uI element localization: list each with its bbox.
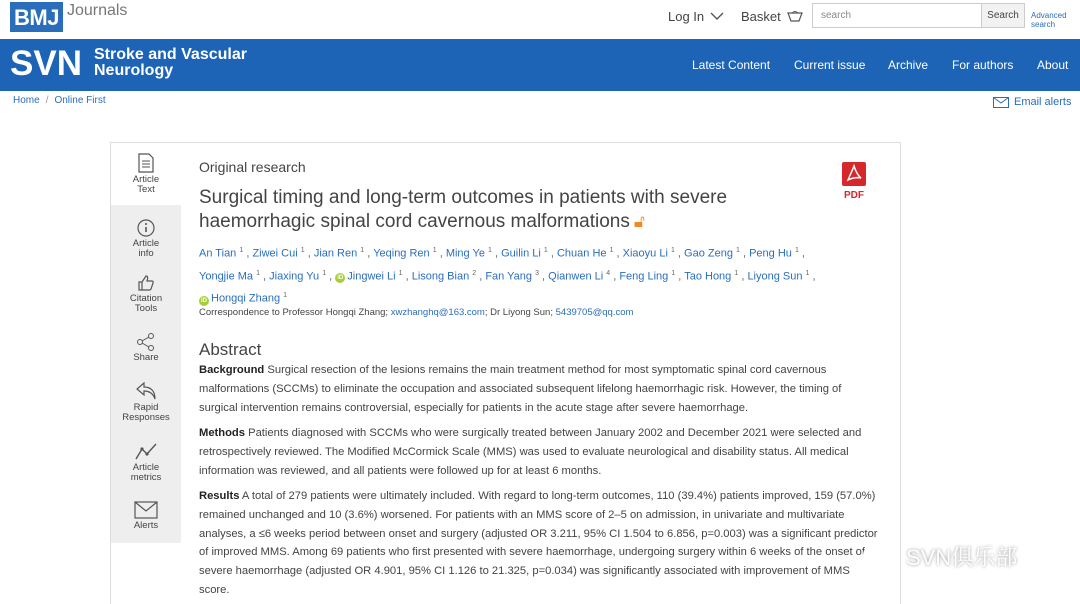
- envelope-icon: [134, 501, 158, 519]
- sidebar-item-article-info[interactable]: [111, 219, 181, 259]
- pdf-icon: [841, 161, 867, 187]
- background-label: Background: [199, 364, 265, 376]
- thumbs-up-icon: [137, 274, 155, 292]
- author-name[interactable]: Lisong Bian: [411, 270, 473, 283]
- author-separator: ,: [326, 270, 336, 283]
- journal-name-line1: Stroke and Vascular: [94, 46, 247, 63]
- author-name[interactable]: Qianwen Li: [548, 270, 607, 283]
- wechat-icon: [862, 543, 900, 571]
- author-name[interactable]: Fan Yang: [485, 270, 536, 283]
- author-name[interactable]: Ming Ye: [445, 247, 489, 260]
- author-list: [199, 241, 839, 309]
- article-type: Original research: [199, 159, 306, 175]
- author-affiliation: 1: [670, 247, 675, 254]
- chart-icon: [134, 441, 158, 461]
- author-separator: ,: [739, 247, 750, 260]
- author-name[interactable]: Jian Ren: [313, 247, 361, 260]
- author-affiliation: 1: [322, 269, 327, 277]
- author-affiliation: 1: [794, 247, 799, 254]
- sidebar-label: metrics: [130, 472, 162, 483]
- nav-current-issue[interactable]: Current issue: [794, 58, 866, 72]
- basket-label: Basket: [741, 9, 781, 24]
- author-separator: ,: [738, 270, 748, 283]
- basket-icon: [787, 11, 803, 23]
- breadcrumb-online-first[interactable]: Online First: [54, 95, 106, 106]
- nav-latest-content[interactable]: Latest Content: [692, 58, 771, 72]
- search-input[interactable]: search: [812, 3, 982, 28]
- author-separator: ,: [402, 270, 412, 283]
- sidebar-label: Citation: [129, 293, 163, 304]
- basket-link[interactable]: [741, 9, 803, 24]
- author-affiliation: 4: [606, 269, 611, 277]
- journal-abbr-logo[interactable]: SVN: [10, 44, 82, 83]
- author-affiliation: 1: [734, 269, 739, 277]
- abstract-results: [199, 487, 879, 600]
- sidebar-item-share[interactable]: [111, 333, 181, 363]
- author-affiliation: 1: [432, 247, 437, 254]
- nav-about[interactable]: About: [1037, 58, 1069, 72]
- sidebar-label: Responses: [122, 412, 170, 423]
- author-separator: ,: [304, 247, 314, 260]
- journal-name-line2: Neurology: [94, 62, 174, 79]
- journal-name[interactable]: [94, 47, 247, 79]
- correspondence-mid: ; Dr Liyong Sun;: [484, 307, 553, 318]
- sidebar-label: Article: [132, 238, 160, 249]
- sidebar-label: Rapid: [133, 402, 159, 413]
- email-alerts-link[interactable]: [993, 96, 1071, 108]
- results-label: Results: [199, 490, 240, 502]
- author-affiliation: 1: [671, 269, 676, 277]
- watermark-text: SVN俱乐部: [906, 545, 1018, 570]
- top-bar: [0, 0, 1080, 39]
- nav-archive[interactable]: Archive: [888, 58, 929, 72]
- pdf-label: PDF: [844, 190, 864, 201]
- orcid-icon[interactable]: iD: [201, 297, 207, 304]
- chevron-down-icon: [710, 12, 724, 21]
- sidebar-item-article-text[interactable]: [111, 143, 181, 205]
- sidebar-label: Share: [133, 352, 159, 363]
- author-name[interactable]: Liyong Sun: [747, 270, 806, 283]
- sidebar-item-article-metrics[interactable]: [111, 441, 181, 483]
- search-button[interactable]: Search: [981, 3, 1025, 28]
- article-panel: [110, 142, 901, 604]
- author-name[interactable]: Peng Hu: [749, 247, 795, 260]
- author-affiliation: 1: [488, 247, 492, 254]
- email-link[interactable]: 5439705@qq.com: [555, 307, 634, 318]
- bmj-logo-mark: BMJ: [10, 2, 63, 32]
- author-name[interactable]: Tao Hong: [684, 270, 735, 283]
- methods-text: Patients diagnosed with SCCMs who were surgically treated between January 2002 and December 2021 were selected and retrospectively reviewed. The Modified McCormick Scale (MMS) was used to evaluate neurological and disability status. All medical information was reviewed, and all patients were followed up for at least 6 months.: [199, 427, 862, 477]
- author-separator: ,: [610, 270, 620, 283]
- correspondence-prefix: Correspondence to Professor Hongqi Zhang;: [199, 307, 389, 318]
- abstract-heading: Abstract: [199, 340, 262, 359]
- sidebar-label: Alerts: [133, 520, 159, 531]
- author-separator: ,: [476, 270, 486, 283]
- abstract-methods: [199, 424, 879, 480]
- author-separator: ,: [674, 247, 685, 260]
- author-affiliation: 1: [543, 247, 548, 254]
- author-separator: ,: [613, 247, 623, 260]
- sidebar-item-citation-tools[interactable]: [111, 274, 181, 314]
- author-name[interactable]: Jingwei Li: [347, 270, 399, 283]
- sidebar-label: Article: [132, 174, 160, 185]
- article-sidebar: [111, 143, 181, 543]
- breadcrumb-separator: /: [45, 95, 49, 106]
- sidebar-label: Text: [137, 184, 155, 195]
- author-affiliation: 3: [535, 269, 539, 277]
- author-separator: ,: [809, 270, 816, 283]
- article-title: [199, 186, 799, 234]
- author-name[interactable]: Hongqi Zhang: [211, 292, 284, 305]
- sidebar-item-alerts[interactable]: [111, 501, 181, 531]
- author-name[interactable]: Feng Ling: [619, 270, 672, 283]
- article-title-text: Surgical timing and long-term outcomes in patients with severe haemorrhagic spinal cord cavernous malformations: [199, 187, 728, 232]
- correspondence: [199, 307, 879, 318]
- author-line: [199, 241, 839, 264]
- author-affiliation: 1: [300, 247, 305, 254]
- abstract-background: [199, 361, 879, 417]
- author-line: [199, 264, 839, 287]
- author-separator: ,: [538, 270, 549, 283]
- envelope-icon: [993, 97, 1009, 108]
- results-text: A total of 279 patients were ultimately included. With regard to long-term outcomes, 110 (39.4%) patients improved, 159 (57.0%) remained unchanged and 10 (3.6%) worsened. For patients with an MMS score of 2–5 on admission, in univariate and multivariate analyses, a ≤6 weeks period between onset and surgery (adjusted OR 3.211, 95% CI 1.504 to 6.856, p=0.003) was a significant predictor of improved MMS. Among 69 patients who first presented with severe haemorrhage, undergoing surgery within 6 weeks of the onset of severe haemorrhage (adjusted OR 4.901, 95% CI 1.126 to 21.325, p=0.034) was significantly associated with improvement of MMS score.: [199, 490, 878, 596]
- author-name[interactable]: Yongjie Ma: [199, 270, 257, 283]
- author-separator: ,: [364, 247, 374, 260]
- methods-label: Methods: [199, 427, 245, 439]
- author-separator: ,: [243, 247, 253, 260]
- author-affiliation: 1: [609, 247, 614, 254]
- author-affiliation: 1: [360, 247, 365, 254]
- nav-for-authors[interactable]: For authors: [952, 58, 1014, 72]
- sidebar-label: info: [138, 248, 154, 259]
- author-name[interactable]: Ziwei Cui: [252, 247, 301, 260]
- wechat-watermark: [862, 541, 1017, 572]
- author-name[interactable]: Chuan He: [556, 247, 610, 260]
- sidebar-item-rapid-responses[interactable]: [111, 381, 181, 423]
- pdf-download-button[interactable]: [839, 161, 869, 201]
- author-name[interactable]: Xiaoyu Li: [622, 247, 671, 260]
- author-separator: ,: [436, 247, 446, 260]
- author-separator: ,: [491, 247, 502, 260]
- sidebar-label: Article: [132, 462, 160, 473]
- login-label: Log In: [668, 9, 705, 24]
- bmj-journals-text: Journals: [66, 2, 128, 19]
- sidebar-label: Tools: [134, 303, 158, 314]
- open-access-icon: 🔓︎: [633, 212, 645, 231]
- author-separator: ,: [675, 270, 685, 283]
- reply-icon: [135, 381, 157, 401]
- email-link[interactable]: xwzhanghq@163.com: [390, 307, 485, 318]
- author-name[interactable]: Gao Zeng: [684, 247, 737, 260]
- breadcrumb: [13, 95, 106, 106]
- author-line: [199, 286, 839, 309]
- author-affiliation: 1: [398, 269, 403, 277]
- login-link[interactable]: [668, 9, 724, 24]
- author-affiliation: 1: [805, 269, 810, 277]
- bmj-journals-logo[interactable]: [10, 2, 127, 34]
- author-name[interactable]: Jiaxing Yu: [269, 270, 323, 283]
- author-affiliation: 1: [239, 247, 244, 254]
- author-separator: ,: [547, 247, 557, 260]
- orcid-icon[interactable]: iD: [337, 275, 344, 282]
- author-affiliation: 1: [283, 292, 288, 300]
- author-separator: ,: [798, 247, 805, 260]
- share-icon: [136, 333, 156, 351]
- author-separator: ,: [260, 270, 270, 283]
- author-name[interactable]: An Tian: [199, 247, 240, 260]
- email-alerts-label: Email alerts: [1014, 96, 1072, 108]
- background-text: Surgical resection of the lesions remains the main treatment method for most symptomatic spinal cord cavernous malformations (SCCMs) to eliminate the occupation and associated subsequent lifelong haemorrhagic risk. However, the timing of surgical intervention remains controversial, especially for patients in the acute stage after severe haemorrhage.: [199, 364, 842, 414]
- document-icon: [138, 153, 154, 173]
- journal-banner: [0, 39, 1080, 91]
- author-affiliation: 1: [736, 247, 740, 254]
- author-name[interactable]: Guilin Li: [501, 247, 544, 260]
- info-icon: [137, 219, 155, 237]
- advanced-search-link[interactable]: Advanced search: [1031, 11, 1067, 29]
- breadcrumb-home[interactable]: Home: [13, 95, 40, 106]
- author-affiliation: 1: [256, 269, 260, 277]
- author-name[interactable]: Yeqing Ren: [373, 247, 433, 260]
- author-affiliation: 2: [472, 269, 477, 277]
